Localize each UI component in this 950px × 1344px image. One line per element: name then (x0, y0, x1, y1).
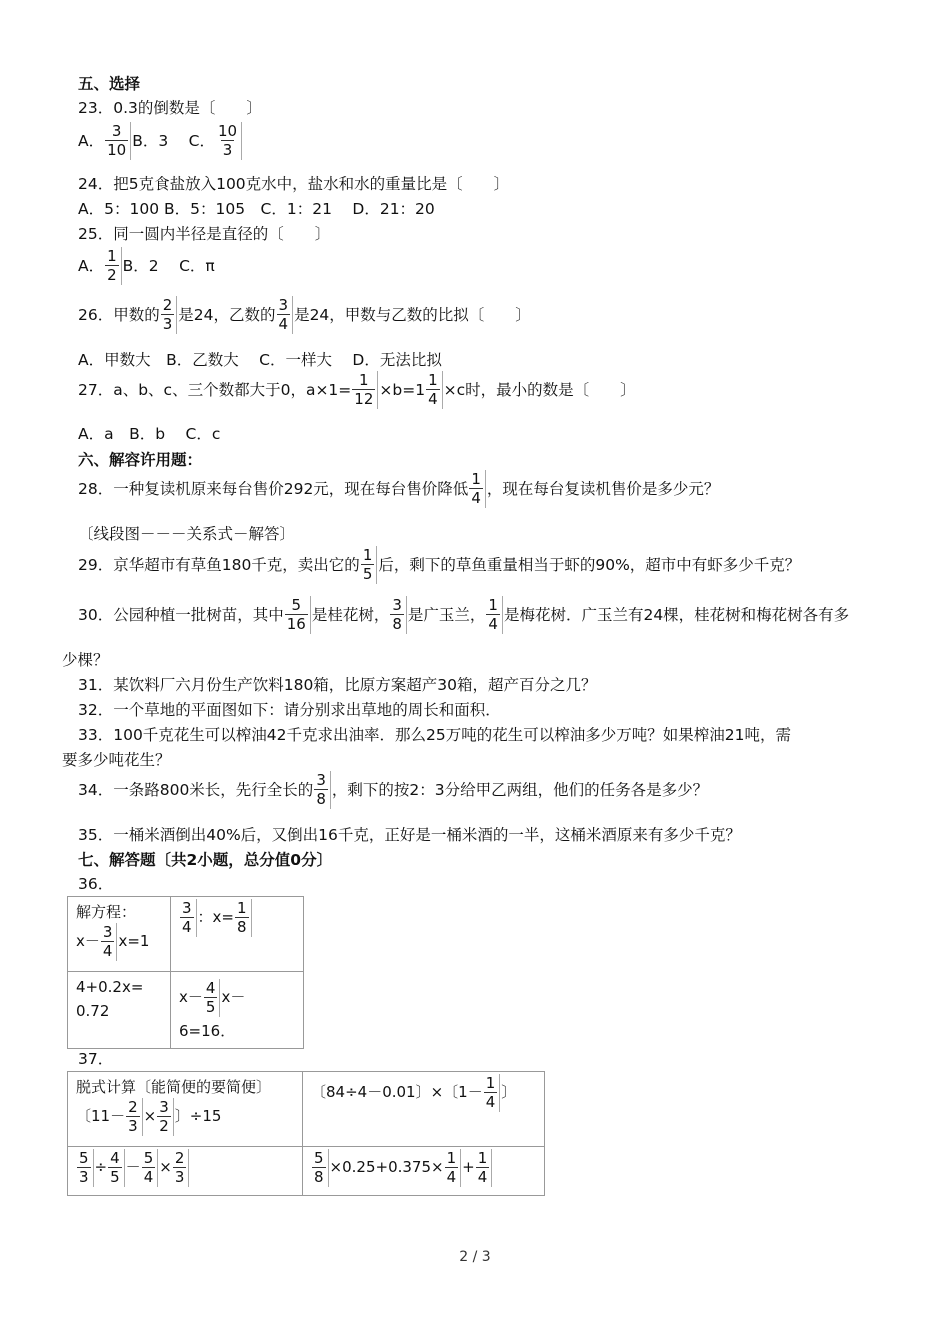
section-7-title: 七、解答题〔共2小题，总分值0分〕 (78, 851, 333, 869)
question-24-stem: 24．把5克食盐放入100克水中，盐水和水的重量比是〔 〕 (78, 175, 510, 193)
fraction: $\frac{1}{5}$ (361, 548, 378, 582)
fraction: $\frac{2}{3}$ (173, 1151, 190, 1185)
question-37-label: 37． (78, 1050, 114, 1068)
question-30-stem: 30．公园种植一批树苗，其中 $\frac{5}{16}$ 是桂花树， $\frac{3}{8}$ 是广玉兰， $\frac{1}{4}$ 是梅花树．广玉兰有24棵，桂花树和梅花树各有多 (78, 596, 850, 633)
question-34-stem: 34．一条路800米长，先行全长的 $\frac{3}{8}$ ，剩下的按2：3分给甲乙两组，他们的任务各是多少？ (78, 771, 709, 808)
fraction: $\frac{10}{3}$ (216, 124, 242, 158)
question-31: 31．某饮料厂六月份生产饮料180箱，比原方案超产30箱，超产百分之几？ (78, 676, 597, 694)
fraction: $\frac{1}{4}$ (484, 1076, 501, 1110)
fraction: $\frac{3}{2}$ (157, 1100, 174, 1134)
fraction: $\frac{3}{4}$ (101, 925, 118, 959)
question-23-options: A． $\frac{3}{10}$ B．3 C． $\frac{10}{3}$ (78, 124, 243, 158)
fraction: $\frac{1}{4}$ (469, 472, 486, 506)
question-36-table (67, 896, 304, 1049)
fraction: $\frac{3}{8}$ (314, 773, 331, 807)
calc-cell-2: 〔84÷4－0.01〕×〔1－ $\frac{1}{4}$ 〕 (303, 1072, 545, 1147)
fraction: $\frac{5}{4}$ (142, 1151, 159, 1185)
question-37-table (67, 1071, 545, 1196)
equation-cell-2: $\frac{3}{4}$ ：x= $\frac{1}{8}$ (171, 897, 304, 972)
question-25-stem: 25．同一圆内半径是直径的〔 〕 (78, 225, 331, 243)
question-29-stem: 29．京华超市有草鱼180千克，卖出它的 $\frac{1}{5}$ 后，剩下的草鱼重量相当于虾的90%，超市中有虾多少千克？ (78, 546, 801, 583)
fraction: $\frac{2}{3}$ (161, 298, 178, 332)
fraction: $\frac{1}{12}$ (352, 373, 378, 407)
question-28-stem: 28．一种复读机原来每台售价292元，现在每台售价降低 $\frac{1}{4}$ ，现在每台复读机售价是多少元？ (78, 470, 720, 507)
fraction: $\frac{5}{16}$ (285, 598, 311, 632)
fraction: $\frac{1}{4}$ (486, 598, 503, 632)
question-33-line2: 要多少吨花生？ (62, 751, 171, 769)
equation-cell-4: x－ $\frac{4}{5}$ x－ 6=16． (171, 972, 304, 1049)
fraction: $\frac{1}{4}$ (476, 1151, 493, 1185)
question-25-options: A． $\frac{1}{2}$ B．2 C．π (78, 247, 215, 284)
question-30-line2: 少棵？ (62, 651, 109, 669)
fraction: $\frac{1}{4}$ (445, 1151, 462, 1185)
question-27-options: A．a B．b C．c (78, 425, 221, 443)
question-24-options: A．5：100 B．5：105 C．1：21 D．21：20 (78, 200, 435, 218)
fraction: $\frac{3}{10}$ (105, 124, 131, 158)
fraction: $\frac{1}{2}$ (105, 249, 122, 283)
fraction: $\frac{5}{3}$ (77, 1151, 94, 1185)
calc-cell-4: $\frac{5}{8}$ ×0.25+0.375× $\frac{1}{4}$ + $\frac{1}{4}$ (303, 1147, 545, 1196)
fraction: $\frac{1}{4}$ (426, 373, 443, 407)
fraction: $\frac{4}{5}$ (108, 1151, 125, 1185)
equation-cell-3: 4+0.2x= 0.72 (68, 972, 171, 1049)
fraction: $\frac{2}{3}$ (126, 1100, 143, 1134)
fraction: $\frac{3}{8}$ (390, 598, 407, 632)
question-36-label: 36． (78, 875, 114, 893)
section-5-title: 五、选择 (78, 75, 141, 93)
question-26-options: A．甲数大 B．乙数大 C．一样大 D．无法比拟 (78, 351, 442, 369)
fraction: $\frac{3}{4}$ (180, 901, 197, 935)
calc-cell-3: $\frac{5}{3}$ ÷ $\frac{4}{5}$ － $\frac{5}{4}$ × $\frac{2}{3}$ (68, 1147, 303, 1196)
page-number: 2 / 3 (459, 1249, 491, 1265)
question-32: 32．一个草地的平面图如下：请分别求出草地的周长和面积． (78, 701, 501, 719)
fraction: $\frac{5}{8}$ (312, 1151, 329, 1185)
fraction: $\frac{4}{5}$ (204, 981, 221, 1015)
equation-cell-1: 解方程： x－ $\frac{3}{4}$ x=1 (68, 897, 171, 972)
question-27-stem: 27．a、b、c、三个数都大于0，a×1= $\frac{1}{12}$ ×b=1 $\frac{1}{4}$ ×c时，最小的数是〔 〕 (78, 371, 636, 408)
calc-cell-1: 脱式计算〔能简便的要简便〕 〔11－ $\frac{2}{3}$ × $\frac{3}{2}$ 〕÷15 (68, 1072, 303, 1147)
question-33-line1: 33．100千克花生可以榨油42千克求出油率．那么25万吨的花生可以榨油多少万吨？如果榨油21吨，需 (78, 726, 791, 744)
section-6-title: 六、解容许用题： (78, 451, 203, 469)
question-26-stem: 26．甲数的 $\frac{2}{3}$ 是24，乙数的 $\frac{3}{4}$ 是24，甲数与乙数的比拟〔 〕 (78, 296, 531, 333)
fraction: $\frac{1}{8}$ (235, 901, 252, 935)
fraction: $\frac{3}{4}$ (277, 298, 294, 332)
question-35: 35．一桶米酒倒出40%后，又倒出16千克，正好是一桶米酒的一半，这桶米酒原来有多少千克？ (78, 826, 741, 844)
question-28-note: 〔线段图－－－关系式－解答〕 (78, 525, 296, 543)
question-23-stem: 23．0.3的倒数是〔 〕 (78, 99, 262, 117)
